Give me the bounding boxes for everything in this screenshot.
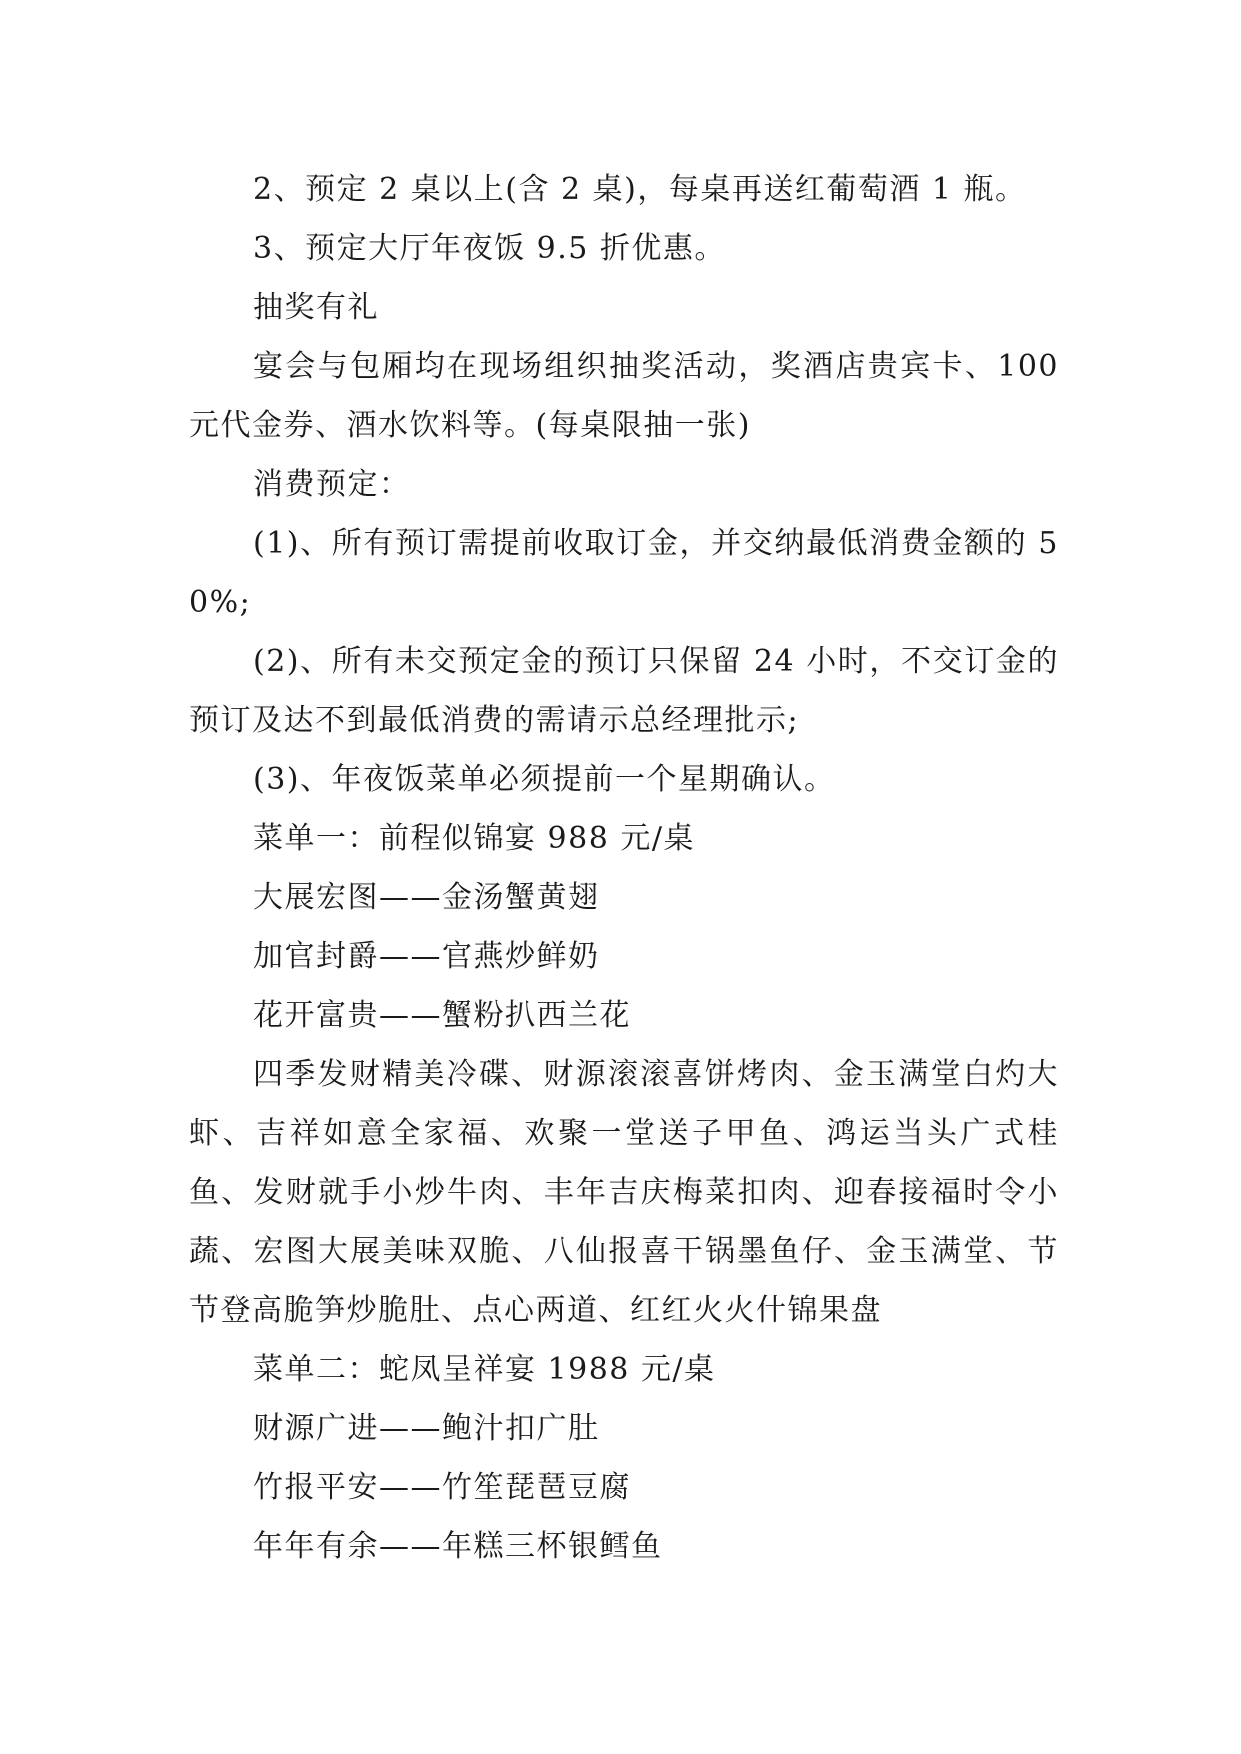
- paragraph-discount-hall: 3、预定大厅年夜饭 9.5 折优惠。: [253, 231, 726, 266]
- menu-2-dish-2: 竹报平安——竹笙琵琶豆腐: [253, 1470, 631, 1505]
- paragraph-booking-1: (1)、所有预订需提前收取订金，并交纳最低消费金额的 50%;: [189, 526, 1059, 620]
- menu-1-dish-list: 四季发财精美冷碟、财源滚滚喜饼烤肉、金玉满堂白灼大虾、吉祥如意全家福、欢聚一堂送子甲鱼、鸿运当头广式桂鱼、发财就手小炒牛肉、丰年吉庆梅菜扣肉、迎春接福时令小蔬、宏图大展美味双脆、八仙报喜干锅墨鱼仔、金玉满堂、节节登高脆笋炒脆肚、点心两道、红红火火什锦果盘: [189, 1057, 1059, 1328]
- menu-2-dish-3: 年年有余——年糕三杯银鳕鱼: [253, 1529, 663, 1564]
- document-body: [189, 160, 1059, 1576]
- paragraph-booking-2: (2)、所有未交预定金的预订只保留 24 小时，不交订金的预订及达不到最低消费的需请示总经理批示;: [189, 644, 1059, 738]
- heading-menu-2: 菜单二：蛇凤呈祥宴 1988 元/桌: [253, 1352, 716, 1387]
- paragraph-discount-wine: 2、预定 2 桌以上(含 2 桌)，每桌再送红葡萄酒 1 瓶。: [253, 172, 1027, 207]
- paragraph-booking-3: (3)、年夜饭菜单必须提前一个星期确认。: [253, 762, 836, 797]
- heading-menu-1: 菜单一：前程似锦宴 988 元/桌: [253, 821, 695, 856]
- paragraph-lottery: 宴会与包厢均在现场组织抽奖活动，奖酒店贵宾卡、100 元代金券、酒水饮料等。(每桌限抽一张): [189, 349, 1059, 443]
- menu-1-dish-1: 大展宏图——金汤蟹黄翅: [253, 880, 600, 915]
- heading-booking: 消费预定：: [253, 467, 411, 502]
- menu-2-dish-1: 财源广进——鲍汁扣广肚: [253, 1411, 600, 1446]
- heading-lottery: 抽奖有礼: [253, 290, 379, 325]
- menu-1-dish-2: 加官封爵——官燕炒鲜奶: [253, 939, 600, 974]
- menu-1-dish-3: 花开富贵——蟹粉扒西兰花: [253, 998, 631, 1033]
